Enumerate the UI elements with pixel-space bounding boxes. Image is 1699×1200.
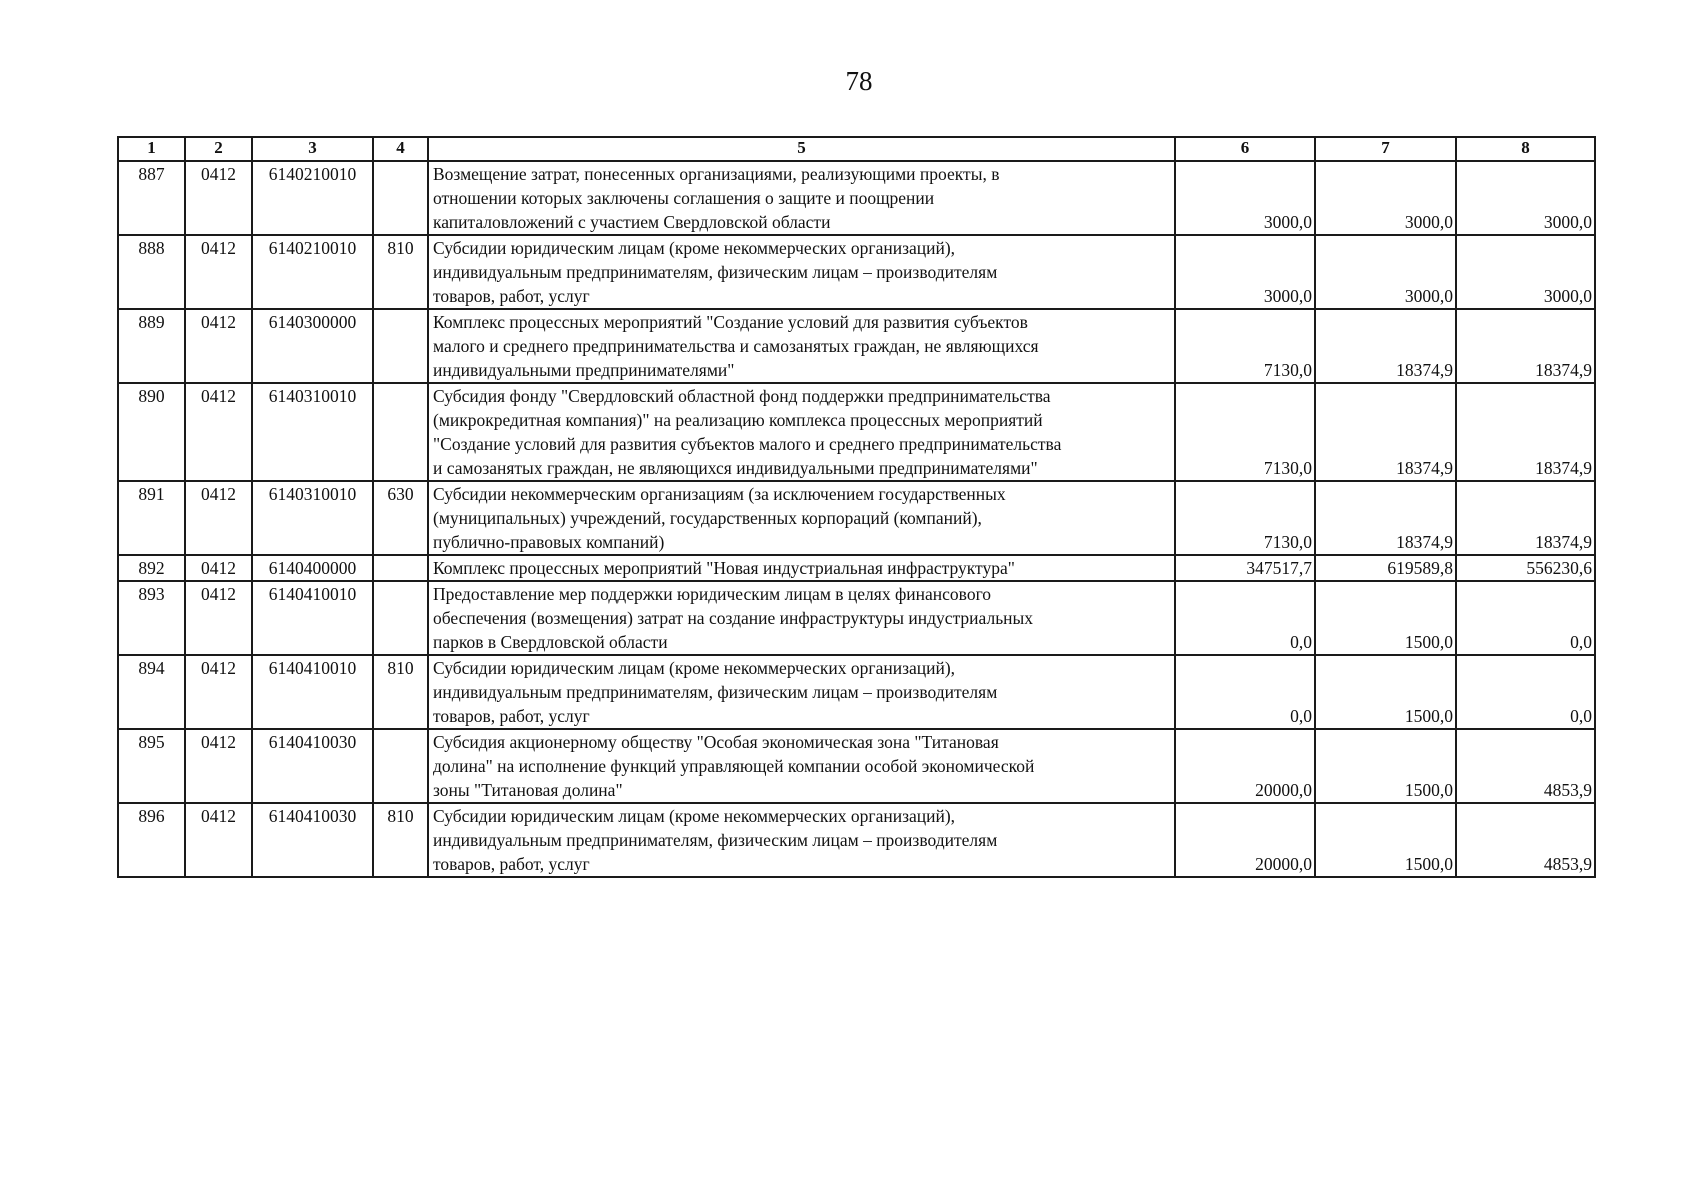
description-line: малого и среднего предпринимательства и самозанятых граждан, не являющихся [433, 336, 1039, 356]
description-line: "Создание условий для развития субъектов малого и среднего предпринимательства [433, 434, 1062, 454]
expense-kind-cell [373, 383, 428, 481]
expense-kind-cell [373, 161, 428, 235]
table-row [118, 481, 1595, 555]
description-line: и самозанятых граждан, не являющихся индивидуальными предпринимателями" [433, 458, 1038, 478]
amount-col8-cell: 0,0 [1456, 581, 1595, 655]
description-line: Комплекс процессных мероприятий "Новая индустриальная инфраструктура" [433, 558, 1015, 578]
amount-col7-cell: 18374,9 [1315, 309, 1456, 383]
description-line: Субсидии юридическим лицам (кроме некоммерческих организаций), [433, 806, 956, 826]
column-header: 8 [1456, 137, 1595, 161]
description-line: индивидуальными предпринимателями" [433, 360, 735, 380]
description-cell [428, 729, 1175, 803]
table-row [118, 655, 1595, 729]
description-line: Субсидии юридическим лицам (кроме некоммерческих организаций), [433, 238, 956, 258]
section-code-cell: 0412 [185, 729, 252, 803]
target-code-cell: 6140400000 [252, 555, 373, 581]
description-cell [428, 383, 1175, 481]
description-cell [428, 803, 1175, 877]
row-number-cell: 887 [118, 161, 185, 235]
target-code-cell: 6140310010 [252, 383, 373, 481]
amount-col7-cell: 1500,0 [1315, 655, 1456, 729]
target-code-cell: 6140410030 [252, 803, 373, 877]
table-body [118, 161, 1595, 877]
expense-kind-cell [373, 309, 428, 383]
description-cell [428, 581, 1175, 655]
amount-col7-cell: 18374,9 [1315, 383, 1456, 481]
amount-col6-cell: 7130,0 [1175, 383, 1315, 481]
description-line: Субсидии некоммерческим организациям (за исключением государственных [433, 484, 1006, 504]
target-code-cell: 6140300000 [252, 309, 373, 383]
description-line: индивидуальным предпринимателям, физическим лицам – производителям [433, 262, 998, 282]
description-line: (микрокредитная компания)" на реализацию комплекса процессных мероприятий [433, 410, 1043, 430]
target-code-cell: 6140210010 [252, 235, 373, 309]
row-number-cell: 890 [118, 383, 185, 481]
description-line: обеспечения (возмещения) затрат на создание инфраструктуры индустриальных [433, 608, 1034, 628]
amount-col8-cell: 556230,6 [1456, 555, 1595, 581]
amount-col6-cell: 20000,0 [1175, 803, 1315, 877]
amount-col8-cell: 4853,9 [1456, 803, 1595, 877]
table-row [118, 309, 1595, 383]
amount-col6-cell: 347517,7 [1175, 555, 1315, 581]
row-number-cell: 893 [118, 581, 185, 655]
description-line: капиталовложений с участием Свердловской области [433, 212, 831, 232]
description-line: Субсидии юридическим лицам (кроме некоммерческих организаций), [433, 658, 956, 678]
budget-table [117, 136, 1596, 878]
description-cell [428, 235, 1175, 309]
section-code-cell: 0412 [185, 555, 252, 581]
description-line: Комплекс процессных мероприятий "Создание условий для развития субъектов [433, 312, 1028, 332]
description-line: товаров, работ, услуг [433, 854, 590, 874]
amount-col8-cell: 0,0 [1456, 655, 1595, 729]
description-line: Субсидия фонду "Свердловский областной фонд поддержки предпринимательства [433, 386, 1051, 406]
amount-col8-cell: 18374,9 [1456, 309, 1595, 383]
description-cell [428, 655, 1175, 729]
amount-col6-cell: 0,0 [1175, 655, 1315, 729]
description-line: парков в Свердловской области [433, 632, 668, 652]
description-line: зоны "Титановая долина" [433, 780, 623, 800]
table-row [118, 581, 1595, 655]
header-row [118, 137, 1595, 161]
target-code-cell: 6140410010 [252, 655, 373, 729]
target-code-cell: 6140410010 [252, 581, 373, 655]
expense-kind-cell: 810 [373, 803, 428, 877]
section-code-cell: 0412 [185, 161, 252, 235]
amount-col8-cell: 18374,9 [1456, 481, 1595, 555]
description-line: Возмещение затрат, понесенных организациями, реализующими проекты, в [433, 164, 1000, 184]
table-row [118, 729, 1595, 803]
target-code-cell: 6140210010 [252, 161, 373, 235]
table-row [118, 383, 1595, 481]
column-header: 7 [1315, 137, 1456, 161]
row-number-cell: 894 [118, 655, 185, 729]
expense-kind-cell [373, 729, 428, 803]
amount-col8-cell: 3000,0 [1456, 235, 1595, 309]
expense-kind-cell: 630 [373, 481, 428, 555]
target-code-cell: 6140310010 [252, 481, 373, 555]
description-line: товаров, работ, услуг [433, 286, 590, 306]
section-code-cell: 0412 [185, 581, 252, 655]
description-line: индивидуальным предпринимателям, физическим лицам – производителям [433, 682, 998, 702]
column-header: 4 [373, 137, 428, 161]
table-row [118, 161, 1595, 235]
column-header: 2 [185, 137, 252, 161]
row-number-cell: 896 [118, 803, 185, 877]
amount-col6-cell: 7130,0 [1175, 309, 1315, 383]
expense-kind-cell [373, 581, 428, 655]
expense-kind-cell: 810 [373, 655, 428, 729]
section-code-cell: 0412 [185, 235, 252, 309]
section-code-cell: 0412 [185, 655, 252, 729]
section-code-cell: 0412 [185, 383, 252, 481]
table-row [118, 235, 1595, 309]
target-code-cell: 6140410030 [252, 729, 373, 803]
amount-col6-cell: 0,0 [1175, 581, 1315, 655]
row-number-cell: 895 [118, 729, 185, 803]
description-line: долина" на исполнение функций управляющей компании особой экономической [433, 756, 1035, 776]
row-number-cell: 889 [118, 309, 185, 383]
expense-kind-cell [373, 555, 428, 581]
table-row [118, 803, 1595, 877]
description-line: Предоставление мер поддержки юридическим лицам в целях финансового [433, 584, 992, 604]
description-cell [428, 161, 1175, 235]
description-line: Субсидия акционерному обществу "Особая экономическая зона "Титановая [433, 732, 999, 752]
amount-col6-cell: 3000,0 [1175, 161, 1315, 235]
amount-col7-cell: 3000,0 [1315, 161, 1456, 235]
column-header: 1 [118, 137, 185, 161]
description-line: товаров, работ, услуг [433, 706, 590, 726]
expense-kind-cell: 810 [373, 235, 428, 309]
page-number: 78 [845, 66, 873, 96]
amount-col7-cell: 3000,0 [1315, 235, 1456, 309]
description-cell [428, 309, 1175, 383]
section-code-cell: 0412 [185, 481, 252, 555]
row-number-cell: 892 [118, 555, 185, 581]
amount-col7-cell: 18374,9 [1315, 481, 1456, 555]
description-line: публично-правовых компаний) [433, 532, 665, 552]
table-row [118, 555, 1595, 581]
column-header: 3 [252, 137, 373, 161]
description-line: (муниципальных) учреждений, государственных корпораций (компаний), [433, 508, 982, 528]
section-code-cell: 0412 [185, 803, 252, 877]
row-number-cell: 891 [118, 481, 185, 555]
amount-col7-cell: 1500,0 [1315, 803, 1456, 877]
column-header: 5 [428, 137, 1175, 161]
amount-col7-cell: 1500,0 [1315, 581, 1456, 655]
amount-col6-cell: 20000,0 [1175, 729, 1315, 803]
amount-col8-cell: 18374,9 [1456, 383, 1595, 481]
description-line: индивидуальным предпринимателям, физическим лицам – производителям [433, 830, 998, 850]
amount-col6-cell: 7130,0 [1175, 481, 1315, 555]
amount-col8-cell: 3000,0 [1456, 161, 1595, 235]
amount-col8-cell: 4853,9 [1456, 729, 1595, 803]
description-cell [428, 481, 1175, 555]
column-header: 6 [1175, 137, 1315, 161]
amount-col6-cell: 3000,0 [1175, 235, 1315, 309]
amount-col7-cell: 619589,8 [1315, 555, 1456, 581]
amount-col7-cell: 1500,0 [1315, 729, 1456, 803]
description-cell [428, 555, 1175, 581]
row-number-cell: 888 [118, 235, 185, 309]
section-code-cell: 0412 [185, 309, 252, 383]
description-line: отношении которых заключены соглашения о защите и поощрении [433, 188, 935, 208]
